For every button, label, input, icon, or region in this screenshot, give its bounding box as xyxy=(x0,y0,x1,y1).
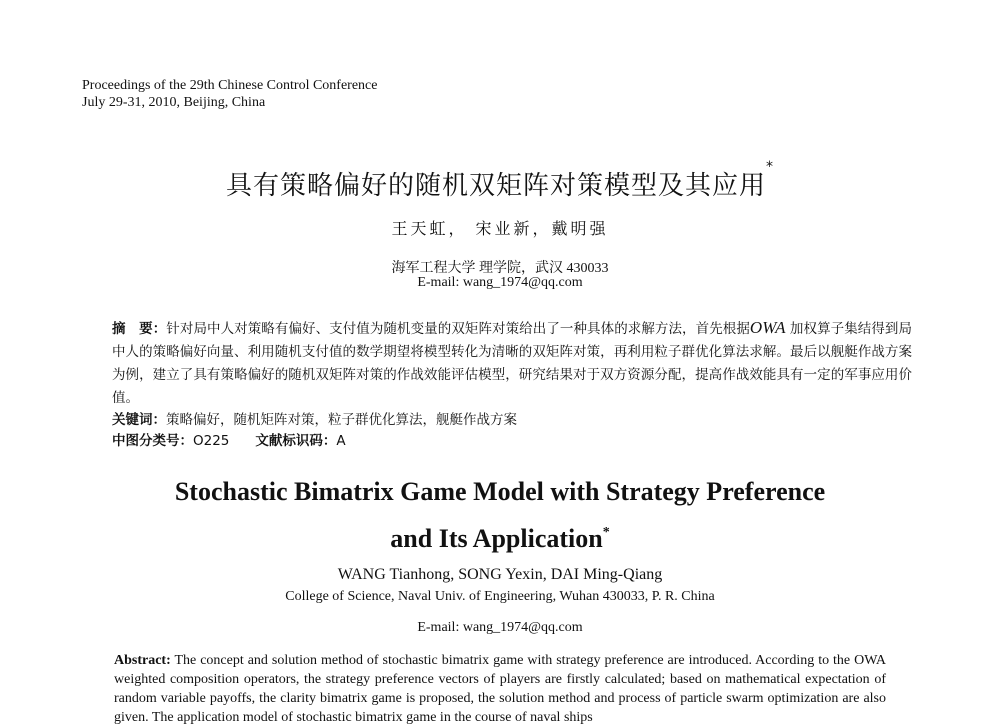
chinese-title xyxy=(0,159,1000,202)
document-code-label: 文献标识码： xyxy=(255,433,337,449)
proceedings-line2: July 29-31, 2010, Beijing, China xyxy=(82,95,266,110)
english-abstract-text: The concept and solution method of stochastic bimatrix game with strategy preference are introduced. According to the OWA weighted composition operators, the strategy preference vectors of players are firstly calculated; based on mathematical expectation of random variable payoffs, the clarity bimatrix game is proposed, the solution method and process of particle swarm optimization are also given. The application model of stochastic bimatrix game in the course of naval ships xyxy=(114,653,886,725)
english-title-line2-wrap xyxy=(0,515,1000,562)
classification-value: O225 xyxy=(193,433,230,449)
english-title-line1: Stochastic Bimatrix Game Model with Strategy Preference xyxy=(174,477,826,506)
english-email: E-mail: wang_1974@qq.com xyxy=(417,620,583,635)
chinese-title-text: 具有策略偏好的随机双矩阵对策模型及其应用 xyxy=(225,171,766,201)
chinese-abstract xyxy=(112,316,912,410)
chinese-abstract-owa: OWA xyxy=(749,318,786,337)
chinese-abstract-label: 摘 要： xyxy=(112,321,167,337)
chinese-authors: 王天虹， 宋业新，戴明强 xyxy=(391,219,609,238)
english-abstract-label: Abstract: xyxy=(114,653,171,668)
chinese-classification xyxy=(112,431,912,451)
chinese-keywords-text: 策略偏好，随机矩阵对策，粒子群优化算法，舰艇作战方案 xyxy=(166,412,517,428)
english-authors: WANG Tianhong, SONG Yexin, DAI Ming-Qiang xyxy=(337,566,663,583)
chinese-keywords-label: 关键词： xyxy=(112,412,166,428)
document-code-value: A xyxy=(336,433,346,449)
chinese-affiliation: 海军工程大学 理学院，武汉 430033 xyxy=(391,261,609,276)
chinese-title-footnote-mark: * xyxy=(766,159,774,175)
chinese-email: E-mail: wang_1974@qq.com xyxy=(417,275,583,290)
chinese-abstract-part2: 加权算子集结得到局中人的策略偏好向量、利用随机支付值的数学期望将模型转化为清晰的双矩阵对策，再利用粒子群优化算法求解。最后以舰艇作战方案为例，建立了具有策略偏好的随机双矩阵对策的作战效能评估模型，研究结果对于双方资源分配，提高作战效能具有一定的军事应用价值。 xyxy=(112,321,913,406)
english-abstract xyxy=(114,651,886,727)
english-title-line2: and Its Application xyxy=(390,524,603,553)
chinese-abstract-part1: 针对局中人对策略有偏好、支付值为随机变量的双矩阵对策给出了一种具体的求解方法，首先根据 xyxy=(166,321,750,337)
english-affiliation: College of Science, Naval Univ. of Engineering, Wuhan 430033, P. R. China xyxy=(285,589,715,604)
chinese-keywords xyxy=(112,410,912,430)
proceedings-line1: Proceedings of the 29th Chinese Control Conference xyxy=(82,78,378,93)
english-title-footnote-mark: * xyxy=(602,525,610,540)
classification-label: 中图分类号： xyxy=(112,433,193,449)
english-title xyxy=(0,468,1000,562)
proceedings-header xyxy=(82,77,377,111)
